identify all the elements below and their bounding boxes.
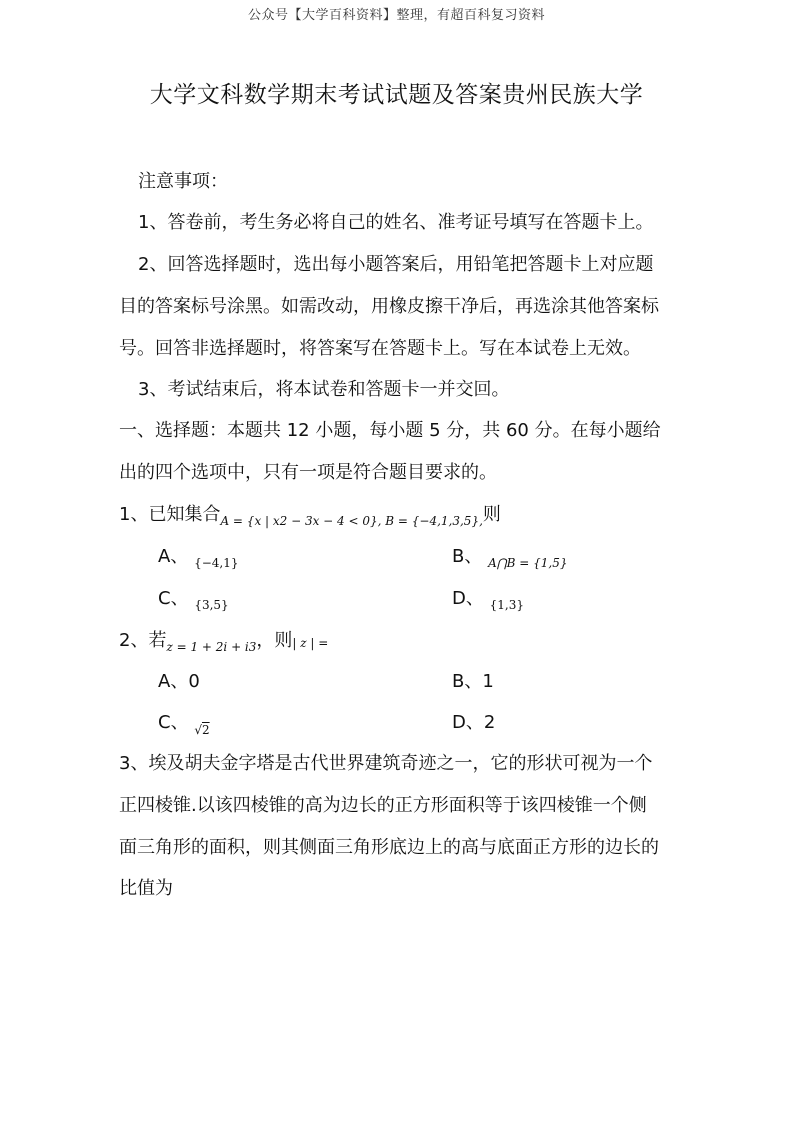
question-2-formula-2: | z | = [292, 636, 329, 650]
section-1-line-1: 一、选择题：本题共 12 小题，每小题 5 分，共 60 分。在每小题给 [119, 420, 661, 441]
page-title: 大学文科数学期末考试试题及答案贵州民族大学 [149, 82, 644, 108]
option-c-label: C、 [158, 588, 189, 609]
notice-item-2-line-3: 号。回答非选择题时，将答案写在答题卡上。写在本试卷上无效。 [119, 338, 641, 359]
option-b-label: B、 [452, 546, 483, 567]
question-1-stem [119, 503, 501, 528]
sqrt-symbol: √ [194, 723, 202, 737]
question-1-option-b [452, 545, 567, 570]
option-c-value: {3,5} [194, 598, 229, 612]
notice-item-3: 3、考试结束后，将本试卷和答题卡一并交回。 [138, 379, 510, 400]
notice-item-1: 1、答卷前，考生务必将自己的姓名、准考证号填写在答题卡上。 [138, 212, 654, 233]
question-1-prefix: 1、已知集合 [119, 504, 221, 525]
question-1-formula: A = {x | x2 − 3x − 4 < 0}, B = {−4,1,3,5}, [220, 514, 483, 528]
question-2-formula: z = 1 + 2i + i3 [166, 640, 257, 654]
notice-item-2-line-1: 2、回答选择题时，选出每小题答案后，用铅笔把答题卡上对应题 [138, 254, 654, 275]
option-b-value: A⋂B = {1,5} [488, 556, 568, 570]
section-1-line-2: 出的四个选项中，只有一项是符合题目要求的。 [119, 462, 497, 483]
notice-item-2-line-2: 目的答案标号涂黑。如需改动，用橡皮擦干净后，再选涂其他答案标 [119, 296, 659, 317]
question-2-option-c [158, 711, 210, 736]
question-2-option-d: D、2 [452, 712, 496, 733]
question-2-option-b: B、1 [452, 671, 494, 692]
option-c-label: C、 [158, 712, 189, 733]
question-2-stem [119, 629, 328, 654]
question-3-line-4: 比值为 [119, 878, 173, 899]
option-a-label: A、 [158, 546, 189, 567]
question-3-line-2: 正四棱锥.以该四棱锥的高为边长的正方形面积等于该四棱锥一个侧 [119, 795, 647, 816]
question-2-prefix: 2、若 [119, 630, 167, 651]
option-d-value: {1,3} [489, 598, 524, 612]
page-header: 公众号【大学百科资料】整理，有超百科复习资料 [247, 8, 545, 23]
question-3-line-3: 面三角形的面积，则其侧面三角形底边上的高与底面正方形的边长的 [119, 837, 659, 858]
question-2-mid: ，则 [256, 630, 293, 651]
option-d-label: D、 [452, 588, 484, 609]
question-2-option-a: A、0 [158, 671, 200, 692]
sqrt-expression [194, 723, 209, 737]
question-1-option-c [158, 587, 229, 612]
question-1-option-d [452, 587, 524, 612]
question-1-option-a [158, 545, 238, 570]
option-a-value: {−4,1} [194, 556, 239, 570]
question-1-suffix: 则 [482, 504, 501, 525]
question-3-line-1: 3、埃及胡夫金字塔是古代世界建筑奇迹之一，它的形状可视为一个 [119, 753, 653, 774]
notice-heading: 注意事项： [138, 171, 228, 192]
sqrt-radicand: 2 [201, 723, 210, 737]
